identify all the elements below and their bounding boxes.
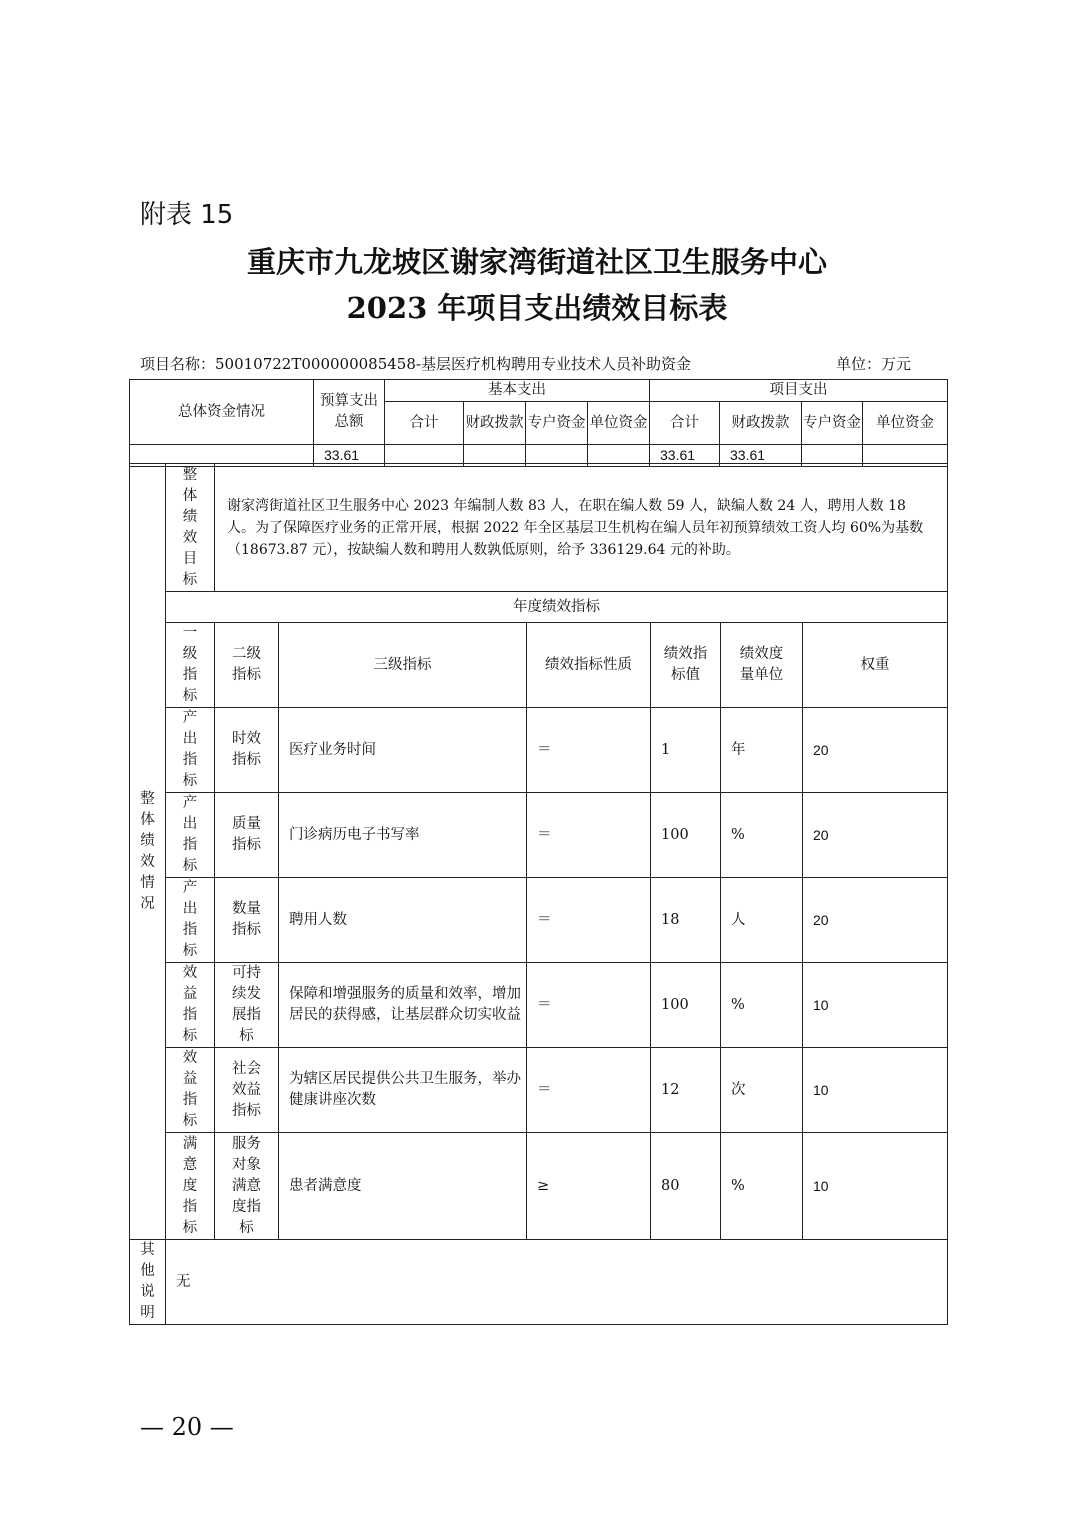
project-special-label: 专户资金 bbox=[802, 402, 863, 445]
indicator-value: 100 bbox=[651, 963, 721, 1048]
unit-label: 单位：万元 bbox=[836, 355, 912, 373]
project-total-value: 33.61 bbox=[650, 445, 720, 467]
title-line-1: 重庆市九龙坡区谢家湾街道社区卫生服务中心 bbox=[246, 245, 827, 279]
fund-label: 总体资金情况 bbox=[130, 380, 314, 445]
annex-label: 附表 15 bbox=[140, 200, 234, 230]
indicator-unit: 人 bbox=[721, 878, 803, 963]
indicator-level2: 数量指标 bbox=[215, 878, 279, 963]
indicator-level1: 效益指标 bbox=[166, 1048, 215, 1133]
indicator-unit: % bbox=[721, 963, 803, 1048]
indicator-level1: 效益指标 bbox=[166, 963, 215, 1048]
project-total-label: 合计 bbox=[650, 402, 720, 445]
indicator-level2: 时效指标 bbox=[215, 708, 279, 793]
indicator-weight: 20 bbox=[803, 708, 948, 793]
indicator-nature: ＝ bbox=[527, 878, 651, 963]
basic-total-label: 合计 bbox=[385, 402, 464, 445]
other-notes-label: 其他说明 bbox=[130, 1240, 166, 1325]
indicator-level2: 服务对象满意度指标 bbox=[215, 1133, 279, 1240]
header-value: 绩效指标值 bbox=[651, 623, 721, 708]
indicator-value: 1 bbox=[651, 708, 721, 793]
overall-side-label: 整体绩效情况 bbox=[130, 464, 166, 1240]
indicator-nature: ＝ bbox=[527, 708, 651, 793]
indicator-nature: ＝ bbox=[527, 793, 651, 878]
header-level1: 一级指标 bbox=[166, 623, 215, 708]
indicator-value: 18 bbox=[651, 878, 721, 963]
indicator-level3: 聘用人数 bbox=[279, 878, 527, 963]
indicator-weight: 10 bbox=[803, 1133, 948, 1240]
indicator-row bbox=[130, 878, 948, 963]
indicator-row bbox=[130, 708, 948, 793]
project-name: 项目名称：50010722T000000085458-基层医疗机构聘用专业技术人员补助资金 bbox=[140, 355, 691, 373]
indicator-nature: ＝ bbox=[527, 963, 651, 1048]
indicator-nature: ＝ bbox=[527, 1048, 651, 1133]
performance-table bbox=[129, 463, 948, 1325]
project-fiscal-label: 财政拨款 bbox=[720, 402, 802, 445]
header-nature: 绩效指标性质 bbox=[527, 623, 651, 708]
indicator-weight: 20 bbox=[803, 793, 948, 878]
indicator-unit: 年 bbox=[721, 708, 803, 793]
basic-expense-label: 基本支出 bbox=[385, 380, 650, 402]
indicator-level3: 为辖区居民提供公共卫生服务，举办健康讲座次数 bbox=[279, 1048, 527, 1133]
header-level2: 二级指标 bbox=[215, 623, 279, 708]
basic-special-label: 专户资金 bbox=[526, 402, 588, 445]
project-fiscal-value: 33.61 bbox=[720, 445, 802, 467]
indicator-row bbox=[130, 793, 948, 878]
indicator-level2: 社会效益指标 bbox=[215, 1048, 279, 1133]
indicator-value: 12 bbox=[651, 1048, 721, 1133]
header-unit: 绩效度量单位 bbox=[721, 623, 803, 708]
overall-goal-text: 谢家湾街道社区卫生服务中心 2023 年编制人数 83 人，在职在编人数 59 人，缺编人数 24 人，聘用人数 18 人。为了保障医疗业务的正常开展，根据 2022 年全区基层卫生机构在编人员年初预算绩效工资人均 60%为基数（18673.87 元），按缺编人数和聘用人数孰低原则，给予 336129.64 元的补助。 bbox=[215, 464, 948, 592]
header-weight: 权重 bbox=[803, 623, 948, 708]
indicator-level1: 产出指标 bbox=[166, 708, 215, 793]
title-line-2: 2023 年项目支出绩效目标表 bbox=[346, 291, 728, 325]
project-expense-label: 项目支出 bbox=[650, 380, 948, 402]
budget-total-value: 33.61 bbox=[314, 445, 385, 467]
indicator-level1: 产出指标 bbox=[166, 793, 215, 878]
budget-total-label: 预算支出总额 bbox=[314, 380, 385, 445]
overall-goal-label: 整体绩效目标 bbox=[166, 464, 215, 592]
indicator-value: 100 bbox=[651, 793, 721, 878]
indicator-row bbox=[130, 1133, 948, 1240]
indicator-unit: % bbox=[721, 793, 803, 878]
indicator-unit: % bbox=[721, 1133, 803, 1240]
basic-fiscal-label: 财政拨款 bbox=[464, 402, 526, 445]
project-unit-label: 单位资金 bbox=[863, 402, 948, 445]
header-level3: 三级指标 bbox=[279, 623, 527, 708]
indicator-nature: ≥ bbox=[527, 1133, 651, 1240]
indicator-weight: 10 bbox=[803, 963, 948, 1048]
indicator-level2: 质量指标 bbox=[215, 793, 279, 878]
annual-indicators-label: 年度绩效指标 bbox=[166, 592, 948, 623]
indicator-level3: 保障和增强服务的质量和效率，增加居民的获得感，让基层群众切实收益 bbox=[279, 963, 527, 1048]
indicator-level3: 门诊病历电子书写率 bbox=[279, 793, 527, 878]
indicator-level1: 满意度指标 bbox=[166, 1133, 215, 1240]
basic-unit-label: 单位资金 bbox=[588, 402, 650, 445]
indicator-weight: 20 bbox=[803, 878, 948, 963]
indicator-level3: 患者满意度 bbox=[279, 1133, 527, 1240]
indicator-weight: 10 bbox=[803, 1048, 948, 1133]
page-number: — 20 — bbox=[140, 1413, 234, 1441]
indicator-value: 80 bbox=[651, 1133, 721, 1240]
indicator-level3: 医疗业务时间 bbox=[279, 708, 527, 793]
indicator-row bbox=[130, 963, 948, 1048]
indicator-unit: 次 bbox=[721, 1048, 803, 1133]
indicator-level1: 产出指标 bbox=[166, 878, 215, 963]
indicator-level2: 可持续发展指标 bbox=[215, 963, 279, 1048]
fund-table bbox=[129, 379, 948, 467]
other-notes-text: 无 bbox=[166, 1240, 948, 1325]
indicator-row bbox=[130, 1048, 948, 1133]
